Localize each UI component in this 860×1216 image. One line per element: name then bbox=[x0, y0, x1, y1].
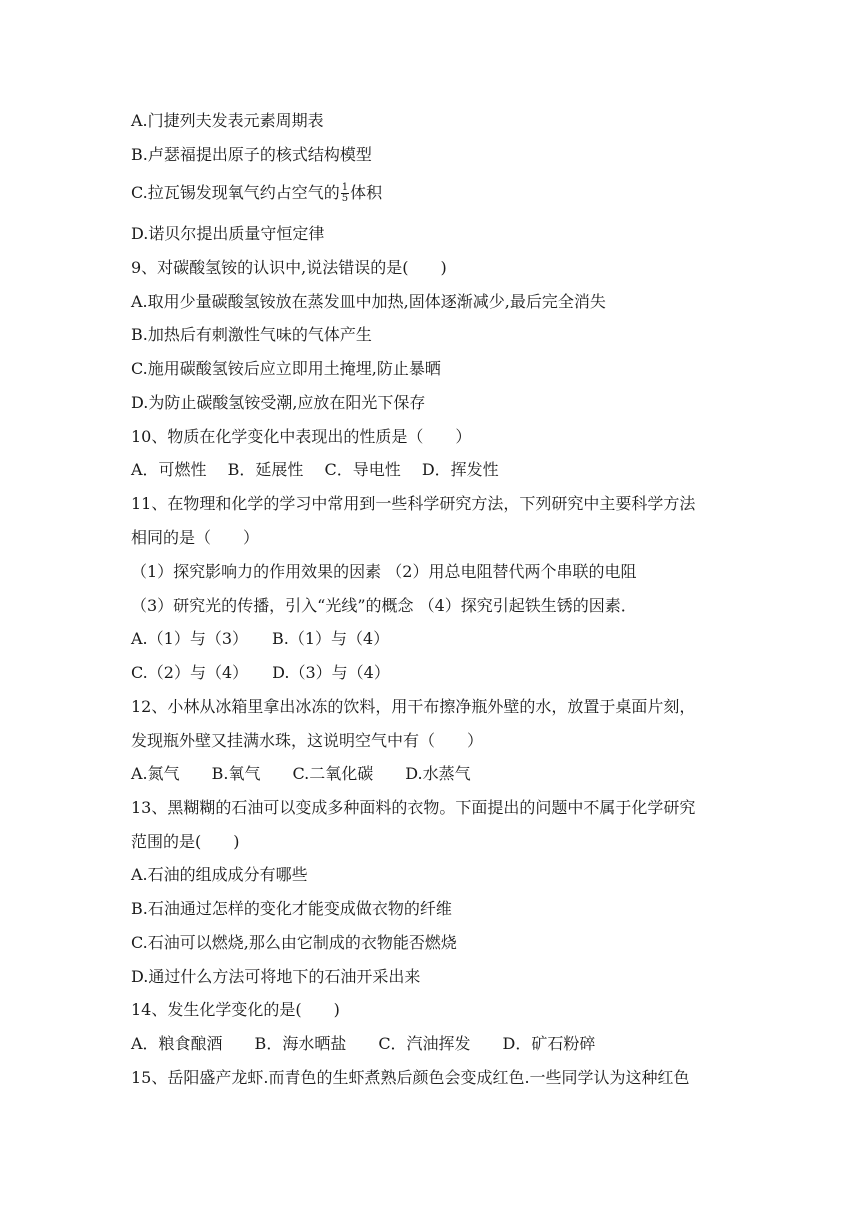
q11-stem-line1: 11、在物理和化学的学习中常用到一些科学研究方法，下列研究中主要科学方法 bbox=[131, 494, 696, 513]
q8-option-c-suffix: 体积 bbox=[350, 183, 383, 202]
q11-options-line2: C.（2）与（4） D.（3）与（4） bbox=[131, 663, 390, 682]
q9-stem: 9、对碳酸氢铵的认识中,说法错误的是( ) bbox=[131, 258, 447, 277]
q13-option-c: C.石油可以燃烧,那么由它制成的衣物能否燃烧 bbox=[131, 933, 457, 952]
q9-option-d: D.为防止碳酸氢铵受潮,应放在阳光下保存 bbox=[131, 393, 426, 412]
q15-stem-line1: 15、岳阳盛产龙虾.而青色的生虾煮熟后颜色会变成红色.一些同学认为这种红色 bbox=[131, 1068, 690, 1087]
q12-stem-line1: 12、小林从冰箱里拿出冰冻的饮料，用干布擦净瓶外壁的水，放置于桌面片刻， bbox=[131, 697, 696, 716]
q13-option-d: D.通过什么方法可将地下的石油开采出来 bbox=[131, 967, 421, 986]
q8-option-d: D.诺贝尔提出质量守恒定律 bbox=[131, 224, 325, 243]
q12-options: A.氮气 B.氧气 C.二氧化碳 D.水蒸气 bbox=[131, 764, 471, 783]
q8-option-c-text: C.拉瓦锡发现氧气约占空气的 bbox=[131, 183, 340, 202]
fraction-one-fifth bbox=[341, 183, 349, 204]
q9-option-c: C.施用碳酸氢铵后应立即用土掩埋,防止暴晒 bbox=[131, 359, 441, 378]
q9-option-a: A.取用少量碳酸氢铵放在蒸发皿中加热,固体逐渐减少,最后完全消失 bbox=[131, 292, 606, 311]
q8-option-c bbox=[131, 183, 382, 204]
q14-options: A．粮食酿酒 B．海水晒盐 C．汽油挥发 D．矿石粉碎 bbox=[131, 1034, 596, 1053]
q11-items-line2: （3）研究光的传播，引入“光线”的概念 （4）探究引起铁生锈的因素． bbox=[131, 596, 637, 615]
q13-option-b: B.石油通过怎样的变化才能变成做衣物的纤维 bbox=[131, 899, 452, 918]
q13-option-a: A.石油的组成成分有哪些 bbox=[131, 865, 308, 884]
q14-stem: 14、发生化学变化的是( ) bbox=[131, 1000, 340, 1019]
fraction-numerator: 1 bbox=[341, 182, 349, 193]
q8-option-b: B.卢瑟福提出原子的核式结构模型 bbox=[131, 145, 372, 164]
q9-option-b: B.加热后有刺激性气味的气体产生 bbox=[131, 325, 372, 344]
q8-option-a: A.门捷列夫发表元素周期表 bbox=[131, 111, 324, 130]
q11-stem-line2: 相同的是（ ） bbox=[131, 528, 260, 547]
fraction-denominator: 5 bbox=[341, 193, 349, 204]
q10-stem: 10、物质在化学变化中表现出的性质是（ ） bbox=[131, 427, 472, 446]
q10-options: A．可燃性 B．延展性 C．导电性 D．挥发性 bbox=[131, 460, 499, 479]
q13-stem-line2: 范围的是( ) bbox=[131, 832, 240, 851]
q13-stem-line1: 13、黑糊糊的石油可以变成多种面料的衣物。下面提出的问题中不属于化学研究 bbox=[131, 798, 696, 817]
q11-options-line1: A.（1）与（3） B.（1）与（4） bbox=[131, 629, 390, 648]
q11-items-line1: （1）探究影响力的作用效果的因素 （2）用总电阻替代两个串联的电阻 bbox=[131, 562, 637, 581]
q12-stem-line2: 发现瓶外壁又挂满水珠，这说明空气中有（ ） bbox=[131, 731, 484, 750]
